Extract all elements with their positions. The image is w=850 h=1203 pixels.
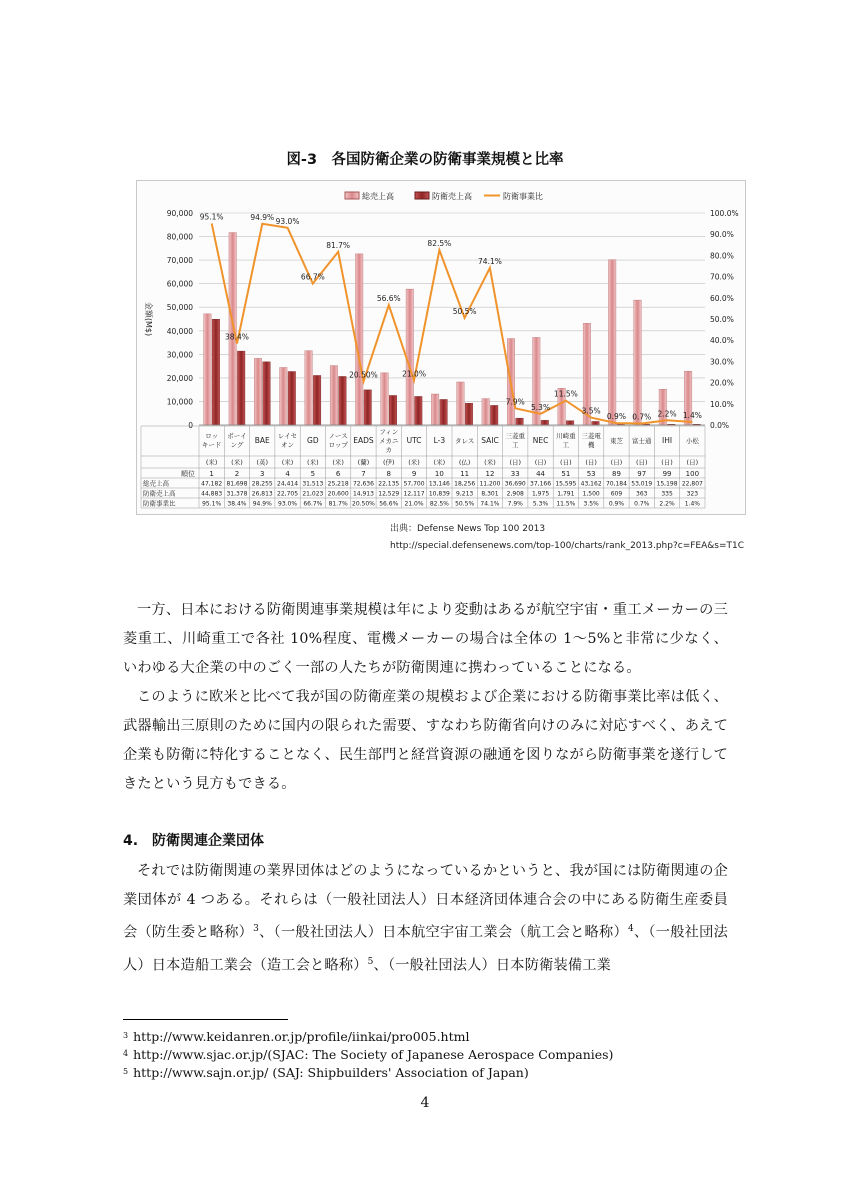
- table-row-header: 防衛売上高: [143, 489, 176, 498]
- y-axis-label: 金額(M$): [144, 301, 153, 337]
- country-label: (英): [256, 458, 269, 467]
- bar-defense-4: [313, 375, 321, 425]
- y2-tick-label: 30.0%: [710, 357, 734, 367]
- table-row-header: 総売上高: [143, 479, 169, 488]
- country-label: (米): [307, 458, 319, 467]
- table-cell-ratio: 7.9%: [507, 500, 523, 508]
- bar-defense-7: [389, 395, 397, 425]
- table-cell-defense: 9,213: [456, 490, 474, 498]
- table-cell-defense: 1,975: [531, 490, 550, 498]
- y2-tick-label: 50.0%: [710, 315, 734, 324]
- ratio-data-label: 2.2%: [657, 409, 677, 419]
- footnote-link[interactable]: http://www.sjac.or.jp/(SJAC: The Society of Japanese Aerospace Companies): [133, 1047, 614, 1062]
- category-label: ノース: [328, 432, 348, 440]
- country-label: (蘭): [357, 458, 370, 467]
- y-tick-label: 30,000: [166, 350, 193, 360]
- ratio-data-label: 81.7%: [326, 240, 351, 250]
- bar-total-0: [204, 314, 212, 425]
- bar-total-5: [330, 366, 338, 425]
- category-label: ボーイ: [227, 432, 247, 440]
- table-cell-defense: 20,600: [327, 490, 349, 498]
- table-cell-ratio: 50.5%: [455, 500, 475, 508]
- table-cell-total: 72,636: [352, 480, 374, 488]
- ratio-data-label: 0.7%: [632, 412, 652, 422]
- source-url: http://special.defensenews.com/top-100/charts/rank_2013.php?c=FEA&s=T1C: [390, 541, 745, 551]
- bar-defense-3: [288, 372, 296, 425]
- legend-swatch-defense: [415, 192, 429, 199]
- country-label: (米): [231, 458, 243, 467]
- rank-label: 6: [335, 470, 341, 478]
- page-number: 4: [420, 1095, 430, 1111]
- table-cell-total: 18,256: [454, 480, 476, 488]
- ratio-data-label: 82.5%: [427, 239, 452, 249]
- table-cell-total: 37,166: [530, 480, 552, 488]
- table-cell-total: 47,182: [201, 480, 223, 488]
- paragraph-3: [123, 857, 728, 980]
- country-label: (日): [635, 458, 648, 467]
- y-tick-label: 10,000: [166, 397, 193, 407]
- category-label: 東芝: [609, 437, 623, 445]
- category-label: フィン: [379, 428, 399, 436]
- bar-total-9: [431, 394, 439, 425]
- ratio-data-label: 95.1%: [199, 212, 224, 222]
- rank-label: 7: [361, 470, 366, 478]
- chart-area: [136, 180, 746, 515]
- table-cell-defense: 12,117: [403, 490, 425, 498]
- bar-defense-11: [490, 405, 498, 425]
- country-label: (米): [281, 458, 294, 467]
- table-cell-ratio: 11.5%: [556, 500, 576, 508]
- footnote-number: 5: [123, 1067, 129, 1076]
- bar-defense-15: [592, 421, 600, 425]
- rank-label: 4: [285, 470, 290, 478]
- footnote-4: [123, 1046, 613, 1063]
- y-tick-label: 70,000: [166, 256, 193, 266]
- figure-title: 図-3 各国防衛企業の防衛事業規模と比率: [286, 152, 564, 168]
- rank-label: 53: [586, 470, 596, 478]
- y-tick-label: 20,000: [166, 373, 193, 383]
- footnote-3: [123, 1028, 469, 1045]
- y2-tick-label: 70.0%: [710, 272, 734, 282]
- footnote-number: 4: [123, 1049, 129, 1058]
- ratio-data-label: 11.5%: [553, 389, 578, 399]
- bar-defense-5: [339, 376, 347, 425]
- category-label: ング: [230, 441, 244, 449]
- category-label: 富士通: [632, 437, 652, 445]
- legend-label-total: 総売上高: [362, 192, 394, 201]
- table-cell-ratio: 2.2%: [659, 500, 675, 508]
- paragraph-1: 一方、日本における防衛関連事業規模は年により変動はあるが航空宇宙・重工メーカーの三菱重工、川崎重工で各社 10%程度、電機メーカーの場合は全体の 1～5%と非常に少なく、いわゆる大企業の中のごく一部の人たちが防衛関連に携わっていることになる。: [123, 602, 728, 676]
- category-label: 工: [512, 441, 519, 449]
- category-label: メカニ: [379, 437, 399, 445]
- ratio-data-label: 5.3%: [531, 402, 551, 412]
- table-cell-total: 11,200: [479, 480, 501, 488]
- table-cell-defense: 44,883: [201, 490, 223, 498]
- y-tick-label: 0: [188, 421, 193, 430]
- rank-label: 5: [310, 470, 316, 478]
- footnote-5: [123, 1064, 529, 1081]
- table-cell-defense: 12,529: [378, 490, 400, 498]
- country-label: (日): [661, 458, 673, 467]
- category-label: 小松: [685, 437, 699, 445]
- table-cell-ratio: 95.1%: [202, 500, 222, 508]
- paragraph-3-part-d: 、（一般社団法人）日本防衛装備工業: [373, 957, 612, 974]
- bar-defense-0: [212, 319, 220, 425]
- table-cell-ratio: 20.50%: [352, 500, 375, 508]
- table-cell-total: 13,146: [428, 480, 450, 488]
- paragraph-3-part-a: それでは防衛関連の業界団体はどのようになっているかというと、我が国には防衛関連の企業団体が 4 つある。それらは（一般社団法人）日本経済団体連合会の中にある防衛生産委員会（防生委と略称）: [123, 863, 728, 941]
- table-cell-total: 15,198: [656, 480, 678, 488]
- rank-label: 11: [460, 470, 470, 478]
- country-label: (米): [205, 458, 218, 467]
- rank-header: 順位: [181, 470, 195, 478]
- country-label: (伊): [382, 458, 395, 467]
- country-label: (米): [484, 458, 496, 467]
- table-cell-defense: 335: [661, 490, 673, 498]
- table-cell-defense: 323: [686, 490, 699, 498]
- table-cell-total: 31,513: [302, 480, 324, 488]
- ratio-data-label: 7.9%: [505, 397, 525, 407]
- category-label: タレス: [454, 437, 475, 445]
- rank-label: 1: [209, 470, 214, 478]
- category-label: IHI: [662, 436, 673, 445]
- table-cell-ratio: 94.9%: [252, 500, 272, 508]
- table-cell-total: 15,595: [555, 480, 577, 488]
- category-label: UTC: [406, 436, 422, 445]
- table-cell-ratio: 3.5%: [583, 500, 599, 508]
- chart-svg: [137, 181, 747, 516]
- rank-label: 12: [485, 470, 495, 478]
- table-cell-total: 22,135: [378, 480, 400, 488]
- legend-label-ratio: 防衛事業比: [503, 192, 543, 201]
- category-label: BAE: [254, 436, 270, 445]
- legend-swatch-total: [345, 192, 359, 199]
- table-cell-defense: 1,791: [557, 490, 575, 498]
- table-cell-defense: 22,705: [277, 490, 299, 498]
- table-cell-defense: 21,023: [302, 490, 324, 498]
- y-tick-label: 80,000: [166, 232, 193, 242]
- bar-defense-10: [465, 403, 473, 425]
- bar-defense-14: [566, 421, 574, 425]
- footnote-ref-4[interactable]: 4: [627, 924, 634, 934]
- rank-label: 97: [637, 470, 647, 478]
- footnote-ref-5[interactable]: 5: [367, 956, 374, 967]
- ratio-data-label: 1.4%: [682, 411, 702, 421]
- y2-tick-label: 10.0%: [710, 399, 734, 409]
- table-cell-ratio: 21.0%: [404, 500, 424, 508]
- rank-label: 100: [685, 470, 700, 478]
- bar-defense-1: [237, 351, 245, 425]
- footnote-link[interactable]: http://www.sajn.or.jp/ (SAJ: Shipbuilders' Association of Japan): [133, 1065, 529, 1080]
- bar-total-7: [381, 373, 389, 425]
- table-cell-total: 28,255: [251, 480, 273, 488]
- y-tick-label: 50,000: [166, 303, 193, 313]
- table-cell-ratio: 74.1%: [480, 500, 500, 508]
- ratio-data-label: 3.5%: [581, 406, 601, 416]
- ratio-data-label: 56.6%: [376, 294, 401, 304]
- table-cell-total: 36,690: [504, 480, 526, 488]
- table-cell-defense: 26,813: [251, 490, 273, 498]
- ratio-data-label: 21.0%: [402, 369, 426, 379]
- table-cell-defense: 609: [610, 490, 623, 498]
- y2-tick-label: 100.0%: [710, 209, 739, 218]
- rank-label: 10: [434, 470, 444, 478]
- bar-total-10: [457, 382, 465, 425]
- table-cell-total: 43,162: [580, 480, 602, 488]
- table-cell-defense: 8,301: [481, 490, 499, 498]
- category-label: L-3: [433, 436, 446, 445]
- bar-total-2: [254, 358, 262, 425]
- bar-total-1: [229, 233, 237, 425]
- table-cell-defense: 10,839: [428, 490, 450, 498]
- category-label: 機: [587, 441, 595, 449]
- section-heading: 4. 防衛関連企業団体: [123, 833, 265, 849]
- ratio-data-label: 93.0%: [275, 216, 300, 226]
- table-cell-ratio: 1.4%: [684, 500, 700, 508]
- ratio-data-label: 74.1%: [478, 256, 502, 266]
- rank-label: 9: [411, 470, 417, 478]
- rank-label: 33: [510, 470, 520, 478]
- table-row-header: 防衛事業比: [143, 499, 176, 508]
- table-cell-total: 57,700: [403, 480, 425, 488]
- category-label: レイセ: [278, 432, 298, 440]
- table-cell-total: 81,698: [226, 480, 248, 488]
- ratio-data-label: 38.4%: [225, 332, 249, 342]
- table-cell-ratio: 0.7%: [634, 500, 650, 508]
- category-label: 三菱重: [505, 432, 525, 440]
- footnote-ref-3[interactable]: 3: [253, 924, 260, 934]
- table-cell-ratio: 5.3%: [532, 500, 549, 508]
- category-label: ロッ: [205, 432, 219, 440]
- category-label: 川崎重: [556, 432, 576, 440]
- table-cell-defense: 1,500: [582, 490, 600, 498]
- table-cell-ratio: 93.0%: [278, 500, 298, 508]
- country-label: (米): [332, 458, 344, 467]
- bar-total-6: [355, 254, 363, 425]
- bar-defense-2: [263, 362, 271, 425]
- bar-total-4: [305, 351, 313, 425]
- y2-tick-label: 80.0%: [710, 251, 734, 261]
- table-cell-ratio: 38.4%: [227, 500, 247, 508]
- country-label: (米): [408, 458, 420, 467]
- bar-total-17: [634, 300, 642, 425]
- country-label: (日): [686, 458, 699, 467]
- bar-defense-12: [516, 418, 524, 425]
- rank-label: 8: [386, 470, 391, 478]
- y2-tick-label: 20.0%: [710, 378, 734, 388]
- table-cell-defense: 2,908: [506, 490, 524, 498]
- rank-label: 99: [662, 470, 672, 478]
- bar-total-16: [608, 260, 616, 425]
- category-label: EADS: [353, 436, 374, 445]
- bar-total-3: [280, 367, 288, 425]
- table-cell-total: 53,019: [631, 480, 653, 488]
- country-label: (米): [433, 458, 446, 467]
- ratio-data-label: 20.50%: [349, 370, 378, 380]
- paragraph-3-part-c: 、（一般社団法人）日本造船工業会（造工会と略称）: [123, 924, 728, 974]
- table-cell-ratio: 56.6%: [379, 500, 399, 508]
- category-label: GD: [307, 436, 319, 445]
- table-cell-ratio: 82.5%: [429, 500, 449, 508]
- ratio-data-label: 94.9%: [250, 212, 275, 222]
- rank-label: 2: [234, 470, 240, 478]
- rank-label: 89: [611, 470, 621, 478]
- category-label: オン: [281, 441, 295, 449]
- bar-defense-8: [415, 396, 423, 425]
- category-label: SAIC: [481, 436, 499, 445]
- category-label: NEC: [532, 436, 549, 445]
- table-cell-defense: 14,913: [352, 490, 374, 498]
- country-label: (日): [509, 458, 522, 467]
- country-label: (日): [585, 458, 597, 467]
- y-tick-label: 90,000: [166, 209, 193, 218]
- category-label: キード: [201, 441, 222, 449]
- bar-defense-9: [440, 399, 448, 425]
- table-cell-ratio: 66.7%: [303, 500, 323, 508]
- ratio-data-label: 50.5%: [452, 306, 477, 316]
- ratio-data-label: 66.7%: [300, 272, 325, 282]
- category-label: 三菱電: [581, 432, 601, 440]
- y-tick-label: 40,000: [166, 326, 193, 336]
- footnote-divider: [123, 1019, 288, 1020]
- source-citation: 出典：Defense News Top 100 2013: [390, 524, 546, 534]
- table-cell-total: 22,807: [681, 480, 703, 488]
- table-cell-ratio: 0.9%: [608, 500, 625, 508]
- y2-tick-label: 40.0%: [710, 336, 734, 346]
- y2-tick-label: 0.0%: [710, 421, 730, 430]
- country-label: (日): [534, 458, 547, 467]
- y2-tick-label: 90.0%: [710, 230, 734, 240]
- bar-defense-13: [541, 420, 549, 425]
- legend-label-defense: 防衛売上高: [432, 192, 472, 201]
- y-tick-label: 60,000: [166, 279, 193, 289]
- paragraph-3-part-b: 、（一般社団法人）日本航空宇宙工業会（航工会と略称）: [259, 924, 628, 941]
- bar-defense-6: [364, 390, 372, 425]
- paragraph-2: このように欧米と比べて我が国の防衛産業の規模および企業における防衛事業比率は低く、武器輸出三原則のために国内の限られた需要、すなわち防衛省向けのみに対応すべく、あえて企業も防衛に特化することなく、民生部門と経営資源の融通を図りながら防衛事業を遂行してきたという見方もできる。: [123, 689, 728, 792]
- country-label: (日): [560, 458, 572, 467]
- rank-label: 44: [536, 470, 546, 478]
- rank-label: 3: [260, 470, 265, 478]
- category-label: 工: [562, 441, 570, 449]
- country-label: (日): [610, 458, 623, 467]
- category-label: カ: [385, 446, 392, 454]
- table-cell-defense: 31,378: [226, 490, 248, 498]
- table-cell-total: 70,184: [605, 480, 627, 488]
- footnote-number: 3: [123, 1031, 129, 1040]
- category-label: ロップ: [328, 441, 348, 449]
- rank-label: 51: [561, 470, 571, 478]
- table-cell-ratio: 81.7%: [328, 500, 348, 508]
- table-cell-total: 25,218: [327, 480, 349, 488]
- footnote-link[interactable]: http://www.keidanren.or.jp/profile/iinkai/pro005.html: [133, 1029, 470, 1044]
- table-cell-defense: 363: [636, 490, 648, 498]
- y2-tick-label: 60.0%: [710, 293, 734, 303]
- table-cell-total: 24,414: [277, 480, 299, 488]
- country-label: (仏): [458, 458, 471, 467]
- bar-total-11: [482, 399, 490, 425]
- ratio-data-label: 0.9%: [606, 412, 626, 422]
